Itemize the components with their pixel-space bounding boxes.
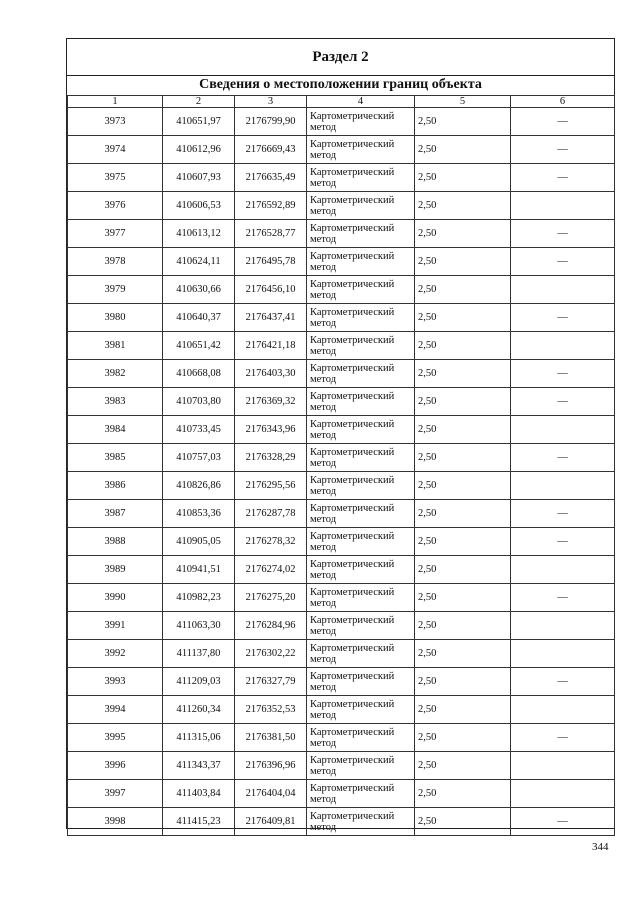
- point-number-cell: 3998: [68, 808, 163, 836]
- method-cell: Картометрический метод: [307, 360, 415, 388]
- x-coordinate-cell: 410630,66: [163, 276, 235, 304]
- x-coordinate-cell: 410640,37: [163, 304, 235, 332]
- x-coordinate-cell: 410613,12: [163, 220, 235, 248]
- y-coordinate-cell: 2176495,78: [235, 248, 307, 276]
- y-coordinate-cell: 2176396,96: [235, 752, 307, 780]
- y-coordinate-cell: 2176799,90: [235, 108, 307, 136]
- y-coordinate-cell: 2176302,22: [235, 640, 307, 668]
- description-cell: [511, 696, 615, 724]
- table-row: [68, 416, 615, 444]
- document-frame: [66, 38, 615, 833]
- method-cell: Картометрический метод: [307, 668, 415, 696]
- method-cell: Картометрический метод: [307, 752, 415, 780]
- table-row: [68, 360, 615, 388]
- point-number-cell: 3988: [68, 528, 163, 556]
- x-coordinate-cell: 410853,36: [163, 500, 235, 528]
- point-number-cell: 3982: [68, 360, 163, 388]
- method-cell: Картометрический метод: [307, 696, 415, 724]
- y-coordinate-cell: 2176278,32: [235, 528, 307, 556]
- method-cell: Картометрический метод: [307, 612, 415, 640]
- accuracy-cell: 2,50: [415, 612, 511, 640]
- point-number-cell: 3990: [68, 584, 163, 612]
- description-cell: —: [511, 164, 615, 192]
- y-coordinate-cell: 2176343,96: [235, 416, 307, 444]
- y-coordinate-cell: 2176284,96: [235, 612, 307, 640]
- table-row: [68, 724, 615, 752]
- accuracy-cell: 2,50: [415, 416, 511, 444]
- accuracy-cell: 2,50: [415, 584, 511, 612]
- accuracy-cell: 2,50: [415, 220, 511, 248]
- table-row: [68, 164, 615, 192]
- description-cell: —: [511, 248, 615, 276]
- method-cell: Картометрический метод: [307, 304, 415, 332]
- table-row: [68, 640, 615, 668]
- point-number-cell: 3978: [68, 248, 163, 276]
- table-subtitle: Сведения о местоположении границ объекта: [67, 75, 614, 96]
- description-cell: [511, 780, 615, 808]
- description-cell: [511, 276, 615, 304]
- accuracy-cell: 2,50: [415, 500, 511, 528]
- table-row: [68, 304, 615, 332]
- table-row: [68, 584, 615, 612]
- table-row: [68, 388, 615, 416]
- description-cell: [511, 332, 615, 360]
- method-cell: Картометрический метод: [307, 332, 415, 360]
- method-cell: Картометрический метод: [307, 388, 415, 416]
- accuracy-cell: 2,50: [415, 724, 511, 752]
- accuracy-cell: 2,50: [415, 528, 511, 556]
- point-number-cell: 3984: [68, 416, 163, 444]
- description-cell: [511, 640, 615, 668]
- x-coordinate-cell: 410757,03: [163, 444, 235, 472]
- method-cell: Картометрический метод: [307, 164, 415, 192]
- table-row: [68, 668, 615, 696]
- column-header: 5: [415, 96, 511, 108]
- x-coordinate-cell: 410941,51: [163, 556, 235, 584]
- point-number-cell: 3979: [68, 276, 163, 304]
- y-coordinate-cell: 2176404,04: [235, 780, 307, 808]
- y-coordinate-cell: 2176352,53: [235, 696, 307, 724]
- method-cell: Картометрический метод: [307, 556, 415, 584]
- page-number: 344: [592, 841, 609, 853]
- accuracy-cell: 2,50: [415, 276, 511, 304]
- accuracy-cell: 2,50: [415, 640, 511, 668]
- accuracy-cell: 2,50: [415, 248, 511, 276]
- column-header: 6: [511, 96, 615, 108]
- y-coordinate-cell: 2176328,29: [235, 444, 307, 472]
- point-number-cell: 3993: [68, 668, 163, 696]
- description-cell: —: [511, 136, 615, 164]
- method-cell: Картометрический метод: [307, 108, 415, 136]
- table-row: [68, 220, 615, 248]
- description-cell: [511, 192, 615, 220]
- y-coordinate-cell: 2176327,79: [235, 668, 307, 696]
- column-header: 1: [68, 96, 163, 108]
- y-coordinate-cell: 2176369,32: [235, 388, 307, 416]
- accuracy-cell: 2,50: [415, 696, 511, 724]
- accuracy-cell: 2,50: [415, 556, 511, 584]
- description-cell: [511, 556, 615, 584]
- point-number-cell: 3980: [68, 304, 163, 332]
- x-coordinate-cell: 410826,86: [163, 472, 235, 500]
- point-number-cell: 3986: [68, 472, 163, 500]
- x-coordinate-cell: 410905,05: [163, 528, 235, 556]
- table-row: [68, 444, 615, 472]
- table-row: [68, 192, 615, 220]
- point-number-cell: 3994: [68, 696, 163, 724]
- x-coordinate-cell: 410612,96: [163, 136, 235, 164]
- column-header: 2: [163, 96, 235, 108]
- accuracy-cell: 2,50: [415, 332, 511, 360]
- point-number-cell: 3973: [68, 108, 163, 136]
- table-row: [68, 752, 615, 780]
- y-coordinate-cell: 2176274,02: [235, 556, 307, 584]
- description-cell: —: [511, 108, 615, 136]
- table-row: [68, 332, 615, 360]
- description-cell: —: [511, 584, 615, 612]
- method-cell: Картометрический метод: [307, 220, 415, 248]
- accuracy-cell: 2,50: [415, 752, 511, 780]
- point-number-cell: 3977: [68, 220, 163, 248]
- x-coordinate-cell: 411403,84: [163, 780, 235, 808]
- method-cell: Картометрический метод: [307, 808, 415, 836]
- y-coordinate-cell: 2176287,78: [235, 500, 307, 528]
- point-number-cell: 3989: [68, 556, 163, 584]
- description-cell: —: [511, 724, 615, 752]
- accuracy-cell: 2,50: [415, 472, 511, 500]
- x-coordinate-cell: 410606,53: [163, 192, 235, 220]
- y-coordinate-cell: 2176669,43: [235, 136, 307, 164]
- x-coordinate-cell: 411415,23: [163, 808, 235, 836]
- x-coordinate-cell: 411343,37: [163, 752, 235, 780]
- method-cell: Картометрический метод: [307, 136, 415, 164]
- accuracy-cell: 2,50: [415, 668, 511, 696]
- description-cell: —: [511, 500, 615, 528]
- description-cell: —: [511, 360, 615, 388]
- y-coordinate-cell: 2176437,41: [235, 304, 307, 332]
- table-row: [68, 528, 615, 556]
- accuracy-cell: 2,50: [415, 192, 511, 220]
- accuracy-cell: 2,50: [415, 108, 511, 136]
- x-coordinate-cell: 410982,23: [163, 584, 235, 612]
- description-cell: [511, 416, 615, 444]
- accuracy-cell: 2,50: [415, 136, 511, 164]
- accuracy-cell: 2,50: [415, 304, 511, 332]
- method-cell: Картометрический метод: [307, 248, 415, 276]
- point-number-cell: 3974: [68, 136, 163, 164]
- description-cell: [511, 612, 615, 640]
- section-title: Раздел 2: [67, 39, 614, 76]
- point-number-cell: 3976: [68, 192, 163, 220]
- x-coordinate-cell: 411209,03: [163, 668, 235, 696]
- description-cell: —: [511, 388, 615, 416]
- x-coordinate-cell: 410651,97: [163, 108, 235, 136]
- point-number-cell: 3975: [68, 164, 163, 192]
- x-coordinate-cell: 410607,93: [163, 164, 235, 192]
- accuracy-cell: 2,50: [415, 444, 511, 472]
- point-number-cell: 3987: [68, 500, 163, 528]
- table-row: [68, 612, 615, 640]
- table-row: [68, 556, 615, 584]
- method-cell: Картометрический метод: [307, 724, 415, 752]
- method-cell: Картометрический метод: [307, 528, 415, 556]
- table-row: [68, 696, 615, 724]
- y-coordinate-cell: 2176421,18: [235, 332, 307, 360]
- y-coordinate-cell: 2176275,20: [235, 584, 307, 612]
- y-coordinate-cell: 2176295,56: [235, 472, 307, 500]
- description-cell: —: [511, 304, 615, 332]
- boundary-coordinates-table: [67, 95, 615, 836]
- column-header: 3: [235, 96, 307, 108]
- table-row: [68, 248, 615, 276]
- table-row: [68, 500, 615, 528]
- table-row: [68, 780, 615, 808]
- x-coordinate-cell: 410703,80: [163, 388, 235, 416]
- x-coordinate-cell: 411137,80: [163, 640, 235, 668]
- y-coordinate-cell: 2176403,30: [235, 360, 307, 388]
- accuracy-cell: 2,50: [415, 388, 511, 416]
- table-row: [68, 808, 615, 836]
- method-cell: Картометрический метод: [307, 500, 415, 528]
- y-coordinate-cell: 2176381,50: [235, 724, 307, 752]
- method-cell: Картометрический метод: [307, 276, 415, 304]
- method-cell: Картометрический метод: [307, 416, 415, 444]
- x-coordinate-cell: 411315,06: [163, 724, 235, 752]
- y-coordinate-cell: 2176456,10: [235, 276, 307, 304]
- accuracy-cell: 2,50: [415, 780, 511, 808]
- method-cell: Картометрический метод: [307, 192, 415, 220]
- point-number-cell: 3996: [68, 752, 163, 780]
- description-cell: [511, 752, 615, 780]
- method-cell: Картометрический метод: [307, 640, 415, 668]
- x-coordinate-cell: 410624,11: [163, 248, 235, 276]
- x-coordinate-cell: 411260,34: [163, 696, 235, 724]
- point-number-cell: 3997: [68, 780, 163, 808]
- y-coordinate-cell: 2176409,81: [235, 808, 307, 836]
- description-cell: —: [511, 668, 615, 696]
- x-coordinate-cell: 410733,45: [163, 416, 235, 444]
- description-cell: —: [511, 220, 615, 248]
- point-number-cell: 3992: [68, 640, 163, 668]
- point-number-cell: 3985: [68, 444, 163, 472]
- table-row: [68, 276, 615, 304]
- x-coordinate-cell: 410668,08: [163, 360, 235, 388]
- description-cell: —: [511, 808, 615, 836]
- method-cell: Картометрический метод: [307, 444, 415, 472]
- point-number-cell: 3983: [68, 388, 163, 416]
- table-row: [68, 108, 615, 136]
- method-cell: Картометрический метод: [307, 584, 415, 612]
- y-coordinate-cell: 2176592,89: [235, 192, 307, 220]
- accuracy-cell: 2,50: [415, 164, 511, 192]
- x-coordinate-cell: 411063,30: [163, 612, 235, 640]
- point-number-cell: 3991: [68, 612, 163, 640]
- method-cell: Картометрический метод: [307, 472, 415, 500]
- description-cell: —: [511, 444, 615, 472]
- accuracy-cell: 2,50: [415, 360, 511, 388]
- table-header-row: [68, 96, 615, 108]
- y-coordinate-cell: 2176635,49: [235, 164, 307, 192]
- point-number-cell: 3981: [68, 332, 163, 360]
- table-row: [68, 472, 615, 500]
- y-coordinate-cell: 2176528,77: [235, 220, 307, 248]
- accuracy-cell: 2,50: [415, 808, 511, 836]
- point-number-cell: 3995: [68, 724, 163, 752]
- method-cell: Картометрический метод: [307, 780, 415, 808]
- description-cell: [511, 472, 615, 500]
- table-row: [68, 136, 615, 164]
- x-coordinate-cell: 410651,42: [163, 332, 235, 360]
- column-header: 4: [307, 96, 415, 108]
- description-cell: —: [511, 528, 615, 556]
